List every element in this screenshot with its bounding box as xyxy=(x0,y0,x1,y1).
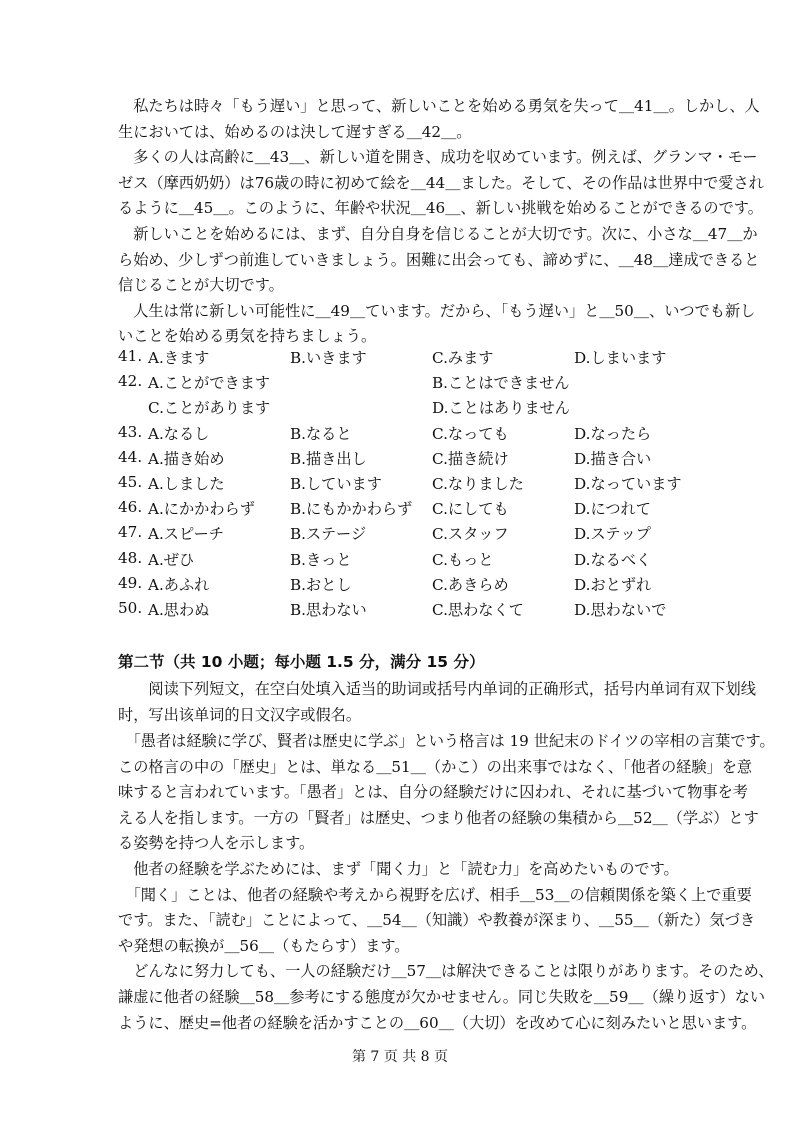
passage-2-line: 「愚者は経験に学び、賢者は歴史に学ぶ」という格言は 19 世紀末のドイツの宰相の言葉です。 xyxy=(118,732,775,750)
question-number: 46. xyxy=(118,498,143,517)
option-a: A.きます xyxy=(148,349,210,367)
passage-2-line: です。また、「読む」ことによって、＿54＿（知識）や教養が深まり、＿55＿（新た）気づき xyxy=(118,911,756,930)
option-c: C.あきらめ xyxy=(432,575,509,594)
passage-1-line: 信じることが大切です。 xyxy=(118,276,284,295)
question-number: 50. xyxy=(118,598,143,617)
page-footer: 第 7 页 共 8 页 xyxy=(351,1049,449,1065)
passage-2-line: どんなに努力しても、一人の経験だけ＿57＿は解決できることは限りがあります。そのため、 xyxy=(118,962,774,981)
passage-2-line: や発想の転換が＿56＿（もたらす）ます。 xyxy=(118,936,410,955)
option-d: D.おとずれ xyxy=(574,575,652,594)
option-d: D.なっています xyxy=(574,474,682,493)
question-number: 43. xyxy=(118,422,143,441)
question-row xyxy=(118,397,738,422)
option-b: B.思わない xyxy=(290,600,367,619)
passage-2-line: ように、歴史=他者の経験を活かすことの＿60＿（大切）を改めて心に刻みたいと思います。 xyxy=(118,1013,757,1032)
passage-1-line: ゼス（摩西奶奶）は76歳の時に初めて絵を＿44＿ました。そして、その作品は世界中で愛され xyxy=(118,173,764,192)
passage-2 xyxy=(118,729,775,1036)
question-number: 42. xyxy=(118,372,143,391)
passage-2-line: 他者の経験を学ぶためには、まず「聞く力」と「読む力」を高めたいものです。 xyxy=(118,859,679,878)
option-c: C.描き続け xyxy=(432,449,509,468)
option-b: B.おとし xyxy=(290,575,352,594)
question-number: 44. xyxy=(118,447,143,466)
question-row xyxy=(118,423,738,448)
option-c: C.もっと xyxy=(432,550,494,569)
option-b: B.描き出し xyxy=(290,449,367,468)
question-number: 48. xyxy=(118,548,143,567)
option-b: B.しています xyxy=(290,474,382,493)
option-d: D.しまいます xyxy=(574,349,667,367)
question-row xyxy=(118,448,738,473)
passage-1-line: るように＿45＿。このように、年齢や状況＿46＿、新しい挑戦を始めることができるのです。 xyxy=(118,199,763,218)
option-b: B.にもかかわらず xyxy=(290,500,413,519)
option-b: B.なると xyxy=(290,424,352,443)
option-a: A.なるし xyxy=(148,424,210,443)
option-c: C.なっても xyxy=(432,424,509,443)
passage-2-line: る姿勢を持つ人を示します。 xyxy=(118,834,315,853)
option-d: D.なるべく xyxy=(574,550,652,569)
option-c: C.にしても xyxy=(432,500,509,519)
option-b: B.ことはできません xyxy=(432,374,570,393)
passage-1-line: いことを始める勇気を持ちましょう。 xyxy=(118,327,377,346)
passage-2-line: この格言の中の「歴史」とは、単なる＿51＿（かこ）の出来事ではなく、「他者の経験」を意 xyxy=(118,757,753,776)
option-c: C.思わなくて xyxy=(432,600,524,619)
option-c: C.スタッフ xyxy=(432,525,509,544)
question-row xyxy=(118,549,738,574)
question-row xyxy=(118,473,738,498)
passage-1-line: ら始め、少しずつ前進していきましょう。困難に出会っても、諦めずに、＿48＿達成できると xyxy=(118,250,760,269)
option-c: C.ことがあります xyxy=(148,399,271,418)
option-d: D.なったら xyxy=(574,424,652,443)
option-d: D.ことはありません xyxy=(432,399,570,418)
question-options-list xyxy=(118,347,738,624)
question-row xyxy=(118,347,738,372)
option-d: D.ステップ xyxy=(574,525,651,544)
passage-1 xyxy=(118,94,764,350)
passage-1-line: 生においては、始めるのは決して遅すぎる＿42＿。 xyxy=(118,122,472,141)
option-a: A.ぜひ xyxy=(148,550,195,569)
question-row xyxy=(118,523,738,548)
option-c: C.みます xyxy=(432,349,494,367)
question-number: 45. xyxy=(118,472,143,491)
option-a: A.あふれ xyxy=(148,575,210,594)
option-a: A.にかかわらず xyxy=(148,500,255,519)
instruction-line: 时，写出该单词的日文汉字或假名。 xyxy=(118,705,361,724)
question-row xyxy=(118,372,738,397)
passage-1-line: 多くの人は高齢に＿43＿、新しい道を開き、成功を収めています。例えば、グランマ・モー xyxy=(118,148,758,167)
option-a: A.ことができます xyxy=(148,374,271,393)
passage-2-line: える人を指します。一方の「賢者」は歴史、つまり他者の経験の集積から＿52＿（学ぶ）とす xyxy=(118,808,759,827)
option-a: A.スピーチ xyxy=(148,525,224,544)
option-a: A.描き始め xyxy=(148,449,225,468)
passage-2-line: 謙虚に他者の経験＿58＿参考にする態度が欠かせません。同じ失敗を＿59＿（繰り返す）ない xyxy=(118,987,766,1006)
question-row xyxy=(118,574,738,599)
passage-1-line: 人生は常に新しい可能性に＿49＿ています。だから、「もう遅い」と＿50＿、いつでも新し xyxy=(118,301,756,320)
section-instruction xyxy=(118,677,756,728)
option-d: D.につれて xyxy=(574,500,651,519)
question-number: 47. xyxy=(118,523,143,542)
question-number: 41. xyxy=(118,347,143,365)
option-b: B.ステージ xyxy=(290,525,367,544)
question-row xyxy=(118,498,738,523)
question-row xyxy=(118,599,738,624)
passage-2-line: 「聞く」ことは、他者の経験や考えから視野を広げ、相手＿53＿の信頼関係を築く上で重要 xyxy=(118,885,752,904)
option-b: B.きっと xyxy=(290,550,352,569)
passage-2-line: 味すると言われています。「愚者」とは、自分の経験だけに囚われ、それに基づいて物事を考 xyxy=(118,783,748,802)
option-b: B.いきます xyxy=(290,349,367,367)
instruction-line: 阅读下列短文，在空白处填入适当的助词或括号内单词的正确形式，括号内单词有双下划线 xyxy=(118,680,756,698)
option-a: A.思わぬ xyxy=(148,600,210,619)
option-d: D.描き合い xyxy=(574,449,652,468)
passage-1-line: 新しいことを始めるには、まず、自分自身を信じることが大切です。次に、小さな＿47＿か xyxy=(118,224,758,243)
option-c: C.なりました xyxy=(432,474,524,493)
section-heading: 第二节（共 10 小题；每小题 1.5 分，满分 15 分） xyxy=(118,653,485,671)
passage-1-line: 私たちは時々「もう遅い」と思って、新しいことを始める勇気を失って＿41＿。しかし、人 xyxy=(118,97,760,115)
option-a: A.しました xyxy=(148,474,225,493)
option-d: D.思わないで xyxy=(574,600,667,619)
question-number: 49. xyxy=(118,573,143,592)
